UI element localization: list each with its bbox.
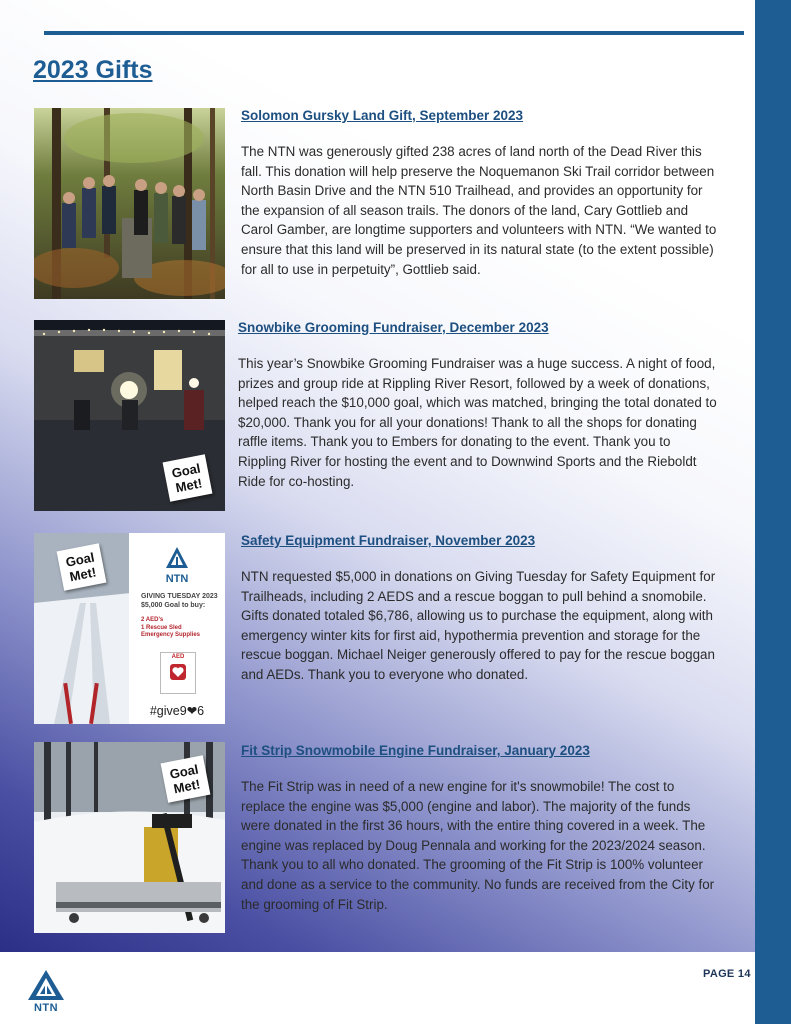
snowmobile-goal-line2: Met! bbox=[172, 776, 202, 797]
ntn-tree-logo-icon bbox=[24, 968, 68, 1002]
land-gift-photo bbox=[34, 108, 225, 299]
safety-equipment-heading: Safety Equipment Fundraiser, November 2023 bbox=[241, 533, 536, 548]
land-gift-heading: Solomon Gursky Land Gift, September 2023 bbox=[241, 108, 524, 123]
card-item1: 2 AED's bbox=[141, 617, 164, 623]
safety-equipment-body: NTN requested $5,000 in donations on Giving Tuesday for Safety Equipment for Trailheads, including 2 AEDS and a rescue boggan to pull behind a snomobile. Gifts donated totaled $6,786, allowing us to purchase the equipment, along with emergency winter kits for first aid, hypothermia prevention and storage for the rescue boggan. Michael Neiger generously offered to pay for the rescue boggan and AEDs. Thank you to everyone who donated. bbox=[241, 569, 716, 682]
footer-logo-text: NTN bbox=[33, 1002, 59, 1014]
safety-equipment-section bbox=[241, 533, 721, 685]
snowmobile-goal-badge bbox=[161, 755, 211, 802]
snowbike-goal-badge bbox=[163, 454, 213, 501]
snowmobile-engine-heading: Fit Strip Snowmobile Engine Fundraiser, January 2023 bbox=[241, 743, 590, 758]
safety-goal-line1: Goal bbox=[64, 549, 96, 570]
page-number: PAGE 14 bbox=[703, 968, 751, 980]
land-gift-section bbox=[241, 108, 721, 279]
card-line2: $5,000 Goal to buy: bbox=[141, 601, 206, 609]
safety-goal-badge bbox=[57, 543, 107, 590]
aed-heart-icon bbox=[170, 664, 186, 680]
page-title: 2023 Gifts bbox=[33, 56, 153, 84]
card-item3: Emergency Supplies bbox=[141, 632, 201, 638]
land-gift-body: The NTN was generously gifted 238 acres of land north of the Dead River this fall. This donation will help preserve the Noquemanon Ski Trail corridor between North Basin Drive and the NTN 510 Trailhead, and provides an opportunity for the expansion of all season trails. The donors of the land, Cary Gottlieb and Carol Gamber, are longtime supporters and volunteers with NTN. “We wanted to ensure that this land will be preserved in its natural state (to the extent possible) for all to use in perpetuity”, Gottlieb said. bbox=[241, 144, 717, 277]
card-brand: NTN bbox=[165, 573, 189, 585]
top-divider bbox=[44, 31, 744, 35]
card-items bbox=[141, 617, 221, 640]
card-item2: 1 Rescue Sled bbox=[141, 624, 182, 631]
aed-sign bbox=[160, 652, 196, 694]
giving-tuesday-card bbox=[129, 533, 225, 724]
card-line1: GIVING TUESDAY 2023 bbox=[141, 593, 218, 600]
snowbike-heading: Snowbike Grooming Fundraiser, December 2023 bbox=[238, 320, 549, 335]
snowbike-section bbox=[238, 320, 718, 491]
card-giving-tuesday-text bbox=[141, 593, 221, 610]
snowmobile-engine-section bbox=[241, 743, 721, 914]
snowbike-body: This year’s Snowbike Grooming Fundraiser was a huge success. A night of food, prizes and group ride at Rippling River Resort, followed by a week of donations, helped reach the $10,000 goal, which was matched, bringing the total donated to $20,000. Thank you for all your donations! Thank to all the shops for donating raffle items. Thank you to Embers for donating to the event. Thank you to Rippling River for hosting the event and to Downwind Sports and the Rieboldt Ride for co-hosting. bbox=[238, 356, 717, 489]
snowmobile-goal-line1: Goal bbox=[168, 761, 200, 782]
ntn-tree-logo-icon bbox=[165, 546, 189, 570]
snowbike-goal-line2: Met! bbox=[174, 475, 204, 496]
snowbike-goal-line1: Goal bbox=[170, 460, 202, 481]
right-side-bar bbox=[755, 0, 791, 1024]
card-hashtag: #give9❤6 bbox=[149, 704, 205, 718]
aed-label: AED bbox=[171, 654, 185, 660]
snowmobile-engine-body: The Fit Strip was in need of a new engine for it's snowmobile! The cost to replace the engine was $5,000 (engine and labor). The majority of the funds were donated in the first 36 hours, with the entire thing covered in a week. The engine was replaced by Doug Pennala and working for the 2023/2024 season. Thank you to all who donated. The grooming of the Fit Strip is 100% volunteer and done as a service to the community. No funds are received from the City for the grooming of Fit Strip. bbox=[241, 779, 715, 912]
safety-goal-line2: Met! bbox=[68, 564, 98, 585]
